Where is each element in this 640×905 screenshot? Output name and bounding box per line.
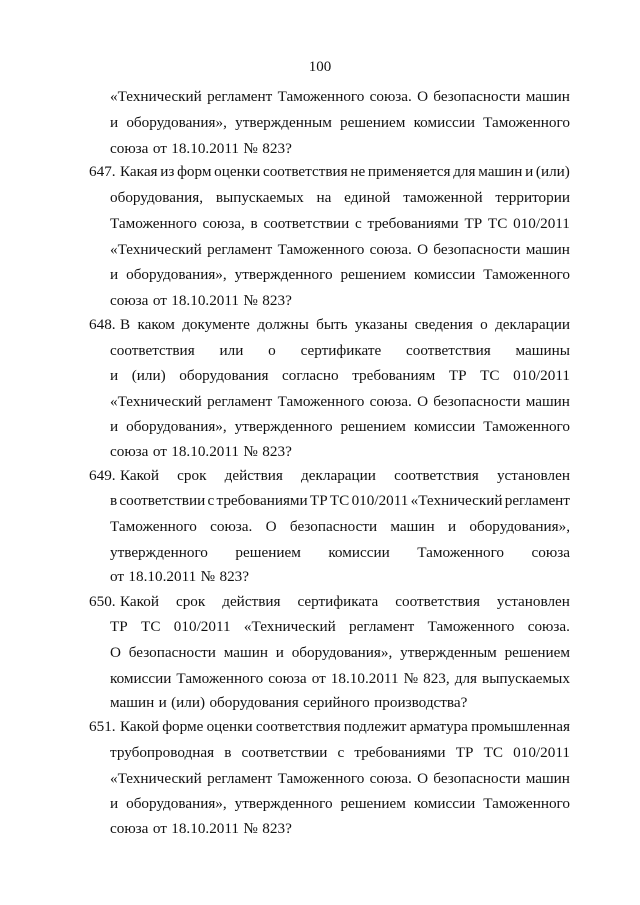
word: В bbox=[120, 316, 131, 333]
word: союза bbox=[531, 544, 570, 561]
word: и bbox=[110, 266, 119, 283]
word: машин bbox=[478, 163, 523, 180]
word: сертификата bbox=[297, 593, 379, 610]
word: безопасности bbox=[433, 241, 521, 258]
word: и bbox=[110, 795, 119, 812]
word: Таможенного bbox=[427, 618, 515, 635]
word: требованиями bbox=[354, 744, 446, 761]
word: Таможенного bbox=[483, 418, 570, 435]
question-line bbox=[110, 241, 570, 259]
question-number: 650. bbox=[89, 593, 116, 610]
word: О bbox=[417, 393, 429, 410]
word: союза. bbox=[369, 241, 412, 258]
word: подлежит bbox=[343, 718, 407, 735]
question-line bbox=[120, 316, 570, 334]
word: машин bbox=[525, 393, 570, 410]
word: союза. bbox=[527, 618, 570, 635]
word: ТР bbox=[464, 215, 483, 232]
word: оборудования», bbox=[126, 114, 227, 131]
word: ТР bbox=[309, 492, 328, 509]
word: Таможенного bbox=[483, 266, 570, 283]
word: комиссии bbox=[110, 670, 172, 687]
word: Таможенного bbox=[277, 88, 365, 105]
word: Таможенного bbox=[277, 241, 365, 258]
word: применяется bbox=[367, 163, 451, 180]
word: трубопроводная bbox=[110, 744, 215, 761]
word: требованиями bbox=[367, 215, 459, 232]
word: действия bbox=[222, 593, 281, 610]
word: соответствии bbox=[263, 215, 350, 232]
word: оборудования», bbox=[126, 418, 227, 435]
word: с bbox=[337, 744, 345, 761]
word: машины bbox=[515, 342, 570, 359]
question-line: союза от 18.10.2011 № 823? bbox=[110, 292, 292, 309]
word: машин bbox=[525, 241, 570, 258]
word: союза. bbox=[369, 393, 412, 410]
word: сертификате bbox=[300, 342, 382, 359]
word: безопасности bbox=[128, 644, 216, 661]
word: Таможенного bbox=[110, 215, 197, 232]
word: союза. bbox=[210, 518, 253, 535]
word: утвержденного bbox=[234, 418, 333, 435]
question-line: от 18.10.2011 № 823? bbox=[110, 568, 250, 585]
word: таможенной bbox=[403, 189, 483, 206]
question-line bbox=[110, 215, 570, 233]
word: 823, bbox=[423, 670, 450, 687]
word: О bbox=[417, 241, 429, 258]
word: «Технический bbox=[243, 618, 336, 635]
word: Таможенного bbox=[176, 670, 264, 687]
word: оборудования, bbox=[110, 189, 204, 206]
word: о bbox=[268, 342, 276, 359]
word: регламент bbox=[207, 241, 273, 258]
word: 010/2011 bbox=[513, 744, 570, 761]
word: действия bbox=[224, 467, 283, 484]
word: О bbox=[110, 644, 121, 661]
word: О bbox=[417, 770, 429, 787]
word: комиссии bbox=[413, 266, 476, 283]
question-line bbox=[110, 544, 570, 562]
word: выпускаемых bbox=[482, 670, 570, 687]
word: решением bbox=[340, 418, 406, 435]
word: «Технический bbox=[110, 770, 202, 787]
word: в bbox=[250, 215, 258, 232]
word: или bbox=[219, 342, 244, 359]
question-line bbox=[110, 189, 570, 207]
word: оборудования», bbox=[126, 795, 227, 812]
word: № bbox=[403, 670, 419, 687]
word: 010/2011 bbox=[513, 367, 570, 384]
word: декларации bbox=[301, 467, 376, 484]
word: оценки bbox=[206, 718, 253, 735]
word: сведения bbox=[414, 316, 473, 333]
word: машин bbox=[525, 88, 570, 105]
word: промышленная bbox=[471, 718, 570, 735]
word: единой bbox=[344, 189, 391, 206]
word: должны bbox=[257, 316, 309, 333]
word: Таможенного bbox=[277, 770, 365, 787]
question-line bbox=[110, 518, 570, 536]
word: решением bbox=[504, 644, 570, 661]
word: и bbox=[110, 418, 119, 435]
word: соответствия bbox=[395, 593, 480, 610]
word: и bbox=[525, 163, 534, 180]
question-line bbox=[110, 618, 570, 636]
question-line: союза от 18.10.2011 № 823? bbox=[110, 820, 292, 837]
word: «Технический bbox=[410, 492, 503, 509]
question-line bbox=[110, 266, 570, 284]
word: ТР bbox=[455, 744, 474, 761]
word: установлен bbox=[496, 467, 570, 484]
word: требованиями bbox=[216, 492, 308, 509]
question-line bbox=[110, 492, 570, 510]
word: срок bbox=[175, 593, 206, 610]
word: с bbox=[207, 492, 215, 509]
word: в bbox=[110, 492, 118, 509]
question-line bbox=[120, 467, 570, 485]
word: утвержденным bbox=[235, 114, 332, 131]
word: соответствия bbox=[394, 467, 479, 484]
question-line bbox=[110, 342, 570, 360]
word: установлен bbox=[496, 593, 570, 610]
word: машин bbox=[223, 644, 268, 661]
word: Таможенного bbox=[483, 114, 570, 131]
question-number: 648. bbox=[89, 316, 116, 333]
word: из bbox=[160, 163, 175, 180]
word: комиссии bbox=[413, 114, 475, 131]
word: на bbox=[316, 189, 332, 206]
question-line bbox=[110, 744, 570, 762]
word: ТС bbox=[141, 618, 161, 635]
question-line: союза от 18.10.2011 № 823? bbox=[110, 443, 292, 460]
word: соответствии bbox=[119, 492, 206, 509]
word: машин bbox=[525, 770, 570, 787]
intro-line bbox=[110, 88, 570, 106]
question-line bbox=[120, 593, 570, 611]
word: согласно bbox=[282, 367, 339, 384]
word: Таможенного bbox=[110, 518, 197, 535]
word: союза. bbox=[369, 770, 412, 787]
word: оценки bbox=[214, 163, 261, 180]
word: оборудования», bbox=[126, 266, 227, 283]
word: союза, bbox=[202, 215, 245, 232]
word: ТР bbox=[448, 367, 467, 384]
word: о bbox=[480, 316, 488, 333]
word: не bbox=[350, 163, 366, 180]
question-line bbox=[110, 670, 570, 688]
word: соответствия bbox=[406, 342, 491, 359]
word: ТС bbox=[480, 367, 500, 384]
word: Какой bbox=[120, 718, 159, 735]
word: Какой bbox=[120, 593, 159, 610]
word: регламент bbox=[207, 770, 273, 787]
word: оборудования», bbox=[469, 518, 570, 535]
word: утвержденного bbox=[234, 795, 333, 812]
word: утвержденным bbox=[400, 644, 497, 661]
word: в bbox=[224, 744, 232, 761]
word: «Технический bbox=[110, 88, 202, 105]
word: ТР bbox=[110, 618, 128, 635]
word: ТС bbox=[483, 744, 503, 761]
word: соответствия bbox=[262, 163, 348, 180]
word: арматура bbox=[409, 718, 468, 735]
word: безопасности bbox=[433, 88, 521, 105]
word: безопасности bbox=[433, 393, 521, 410]
word: требованиям bbox=[352, 367, 436, 384]
question-number: 647. bbox=[89, 163, 116, 180]
intro-line bbox=[110, 114, 570, 132]
word: О bbox=[417, 88, 429, 105]
word: регламент bbox=[207, 393, 273, 410]
word: О bbox=[265, 518, 277, 535]
question-number: 651. bbox=[89, 718, 116, 735]
word: комиссии bbox=[413, 418, 476, 435]
word: (или) bbox=[131, 367, 166, 384]
word: регламент bbox=[349, 618, 415, 635]
question-line bbox=[110, 418, 570, 436]
word: документе bbox=[182, 316, 250, 333]
word: безопасности bbox=[289, 518, 378, 535]
question-line bbox=[110, 770, 570, 788]
word: Какой bbox=[120, 467, 159, 484]
word: 010/2011 bbox=[173, 618, 231, 635]
word: ТС bbox=[329, 492, 350, 509]
word: выпускаемых bbox=[215, 189, 304, 206]
word: оборудования», bbox=[291, 644, 393, 661]
word: 18.10.2011 bbox=[330, 670, 399, 687]
word: решением bbox=[340, 114, 406, 131]
word: от bbox=[311, 670, 326, 687]
word: и bbox=[447, 518, 457, 535]
word: 010/2011 bbox=[351, 492, 409, 509]
word: для bbox=[454, 670, 478, 687]
question-line bbox=[120, 718, 570, 736]
word: утвержденного bbox=[234, 266, 333, 283]
word: форм bbox=[177, 163, 212, 180]
word: решением bbox=[340, 795, 406, 812]
intro-line: союза от 18.10.2011 № 823? bbox=[110, 140, 292, 157]
word: оборудования bbox=[179, 367, 269, 384]
question-line bbox=[110, 795, 570, 813]
word: (или) bbox=[535, 163, 570, 180]
word: регламент bbox=[207, 88, 273, 105]
word: «Технический bbox=[110, 393, 202, 410]
word: декларации bbox=[495, 316, 570, 333]
word: соответствии bbox=[241, 744, 328, 761]
question-line bbox=[110, 367, 570, 385]
word: Таможенного bbox=[277, 393, 365, 410]
word: быть bbox=[316, 316, 348, 333]
word: соответствия bbox=[110, 342, 195, 359]
question-line bbox=[110, 393, 570, 411]
word: безопасности bbox=[433, 770, 521, 787]
word: и bbox=[110, 367, 119, 384]
word: с bbox=[355, 215, 362, 232]
question-line bbox=[110, 644, 570, 662]
word: комиссии bbox=[413, 795, 476, 812]
word: Таможенного bbox=[483, 795, 570, 812]
word: союза. bbox=[369, 88, 412, 105]
question-number: 649. bbox=[89, 467, 116, 484]
word: ТС bbox=[487, 215, 508, 232]
page-number: 100 bbox=[308, 59, 332, 75]
word: и bbox=[110, 114, 119, 131]
word: соответствия bbox=[255, 718, 341, 735]
word: и bbox=[275, 644, 284, 661]
word: решением bbox=[235, 544, 301, 561]
word: регламент bbox=[504, 492, 570, 509]
word: решением bbox=[340, 266, 406, 283]
word: территории bbox=[495, 189, 570, 206]
word: утвержденного bbox=[110, 544, 208, 561]
question-line: машин и (или) оборудования серийного производства? bbox=[110, 694, 468, 711]
word: союза bbox=[268, 670, 307, 687]
word: «Технический bbox=[110, 241, 202, 258]
word: машин bbox=[390, 518, 435, 535]
word: Таможенного bbox=[417, 544, 505, 561]
word: указаны bbox=[354, 316, 408, 333]
word: для bbox=[453, 163, 476, 180]
word: форме bbox=[162, 718, 204, 735]
question-line bbox=[120, 163, 570, 181]
word: комиссии bbox=[328, 544, 390, 561]
word: каком bbox=[137, 316, 175, 333]
word: Какая bbox=[120, 163, 158, 180]
word: срок bbox=[177, 467, 207, 484]
word: 010/2011 bbox=[513, 215, 570, 232]
